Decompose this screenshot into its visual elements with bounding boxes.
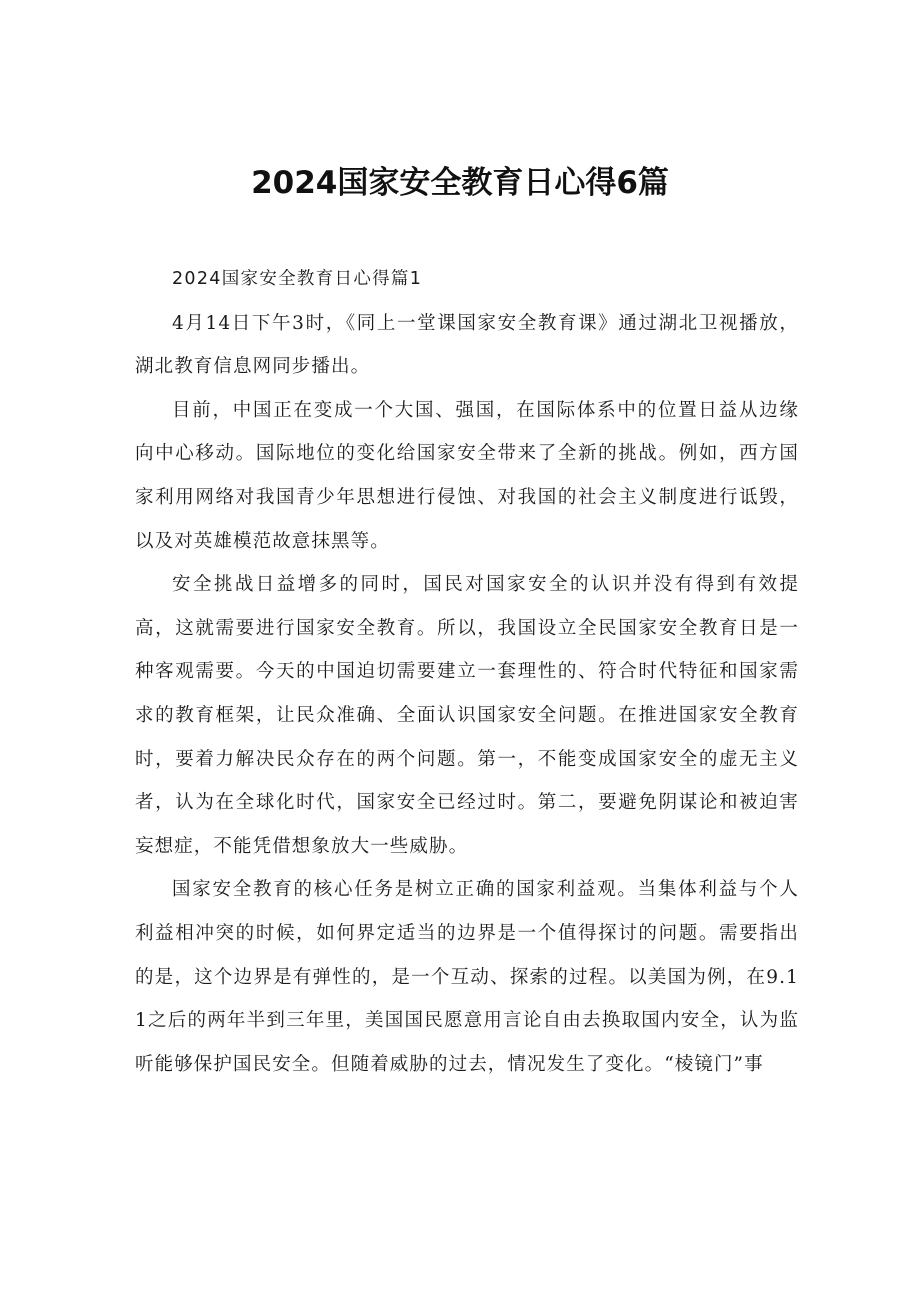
paragraph: 目前，中国正在变成一个大国、强国，在国际体系中的位置日益从边缘向中心移动。国际地位的变化给国家安全带来了全新的挑战。例如，西方国家利用网络对我国青少年思想进行侵蚀、对我国的社会主义制度进行诋毁，以及对英雄模范故意抹黑等。 — [135, 399, 799, 552]
document-body — [135, 258, 799, 1086]
document-title: 2024国家安全教育日心得6篇 — [251, 165, 669, 201]
paragraph: 4月14日下午3时，《同上一堂课国家安全教育课》通过湖北卫视播放，湖北教育信息网同步播出。 — [135, 312, 799, 378]
paragraph: 安全挑战日益增多的同时，国民对国家安全的认识并没有得到有效提高，这就需要进行国家安全教育。所以，我国设立全民国家安全教育日是一种客观需要。今天的中国迫切需要建立一套理性的、符合时代特征和国家需求的教育框架，让民众准确、全面认识国家安全问题。在推进国家安全教育时，要着力解决民众存在的两个问题。第一，不能变成国家安全的虚无主义者，认为在全球化时代，国家安全已经过时。第二，要避免阴谋论和被迫害妄想症，不能凭借想象放大一些威胁。 — [135, 574, 799, 857]
section-heading: 2024国家安全教育日心得篇1 — [172, 269, 423, 289]
paragraph: 国家安全教育的核心任务是树立正确的国家利益观。当集体利益与个人利益相冲突的时候，如何界定适当的边界是一个值得探讨的问题。需要指出的是，这个边界是有弹性的，是一个互动、探索的过程。以美国为例，在9.11之后的两年半到三年里，美国国民愿意用言论自由去换取国内安全，认为监听能够保护国民安全。但随着威胁的过去，情况发生了变化。“棱镜门”事 — [135, 879, 799, 1075]
